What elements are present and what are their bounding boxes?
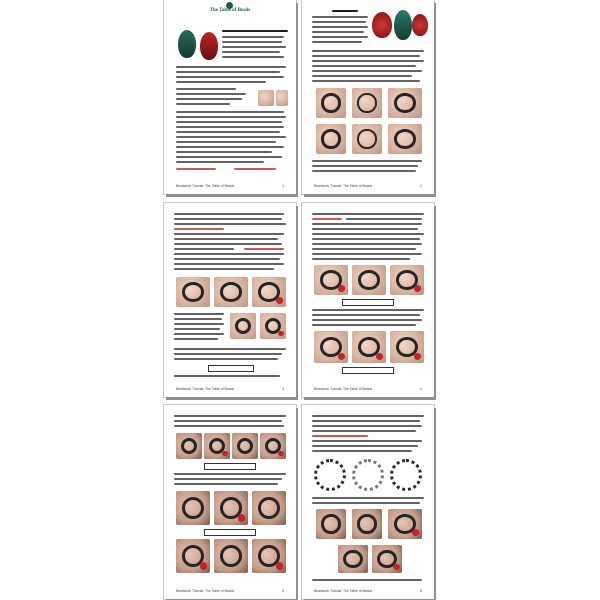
bead-image <box>276 90 288 106</box>
text-line <box>176 141 276 143</box>
page-footer: Beadwork Tutorial: The Table of Beads <box>176 387 235 391</box>
bracelet-diagram <box>352 459 384 491</box>
step-photo <box>388 124 422 154</box>
step-photo <box>314 331 348 363</box>
text-line <box>174 218 282 220</box>
text-line <box>312 319 422 321</box>
text-line <box>174 213 284 215</box>
text-line <box>174 238 278 240</box>
highlighted-text-line <box>174 228 224 230</box>
bead-ring <box>220 282 242 301</box>
text-line <box>176 66 286 68</box>
highlighted-text-line <box>234 168 276 170</box>
red-fingernail <box>276 562 283 569</box>
text-line <box>312 165 418 167</box>
text-line <box>312 233 424 235</box>
document-page-4 <box>302 203 434 397</box>
text-line <box>312 31 364 33</box>
text-line <box>312 75 412 77</box>
text-line <box>174 353 282 355</box>
step-photo <box>176 277 210 307</box>
step-photo <box>176 539 210 573</box>
text-line <box>174 338 218 340</box>
text-line <box>176 93 246 95</box>
step-photo <box>316 124 346 154</box>
step-photo <box>314 265 348 295</box>
text-line <box>312 502 420 504</box>
text-line <box>312 497 424 499</box>
text-line <box>312 36 368 38</box>
text-line <box>174 243 282 245</box>
text-line <box>176 71 280 73</box>
text-line <box>174 420 282 422</box>
step-photo <box>260 313 286 339</box>
text-line <box>312 430 416 432</box>
bracelet-diagram <box>390 459 422 491</box>
text-line <box>222 41 282 43</box>
red-earring-image <box>412 14 428 36</box>
text-line <box>312 213 424 215</box>
text-line <box>174 258 280 260</box>
green-earring-image <box>394 10 412 40</box>
red-fingernail <box>222 451 228 457</box>
step-photo <box>230 313 256 339</box>
page-number: 4 <box>420 387 422 391</box>
bead-ring <box>181 438 198 455</box>
text-line <box>312 228 418 230</box>
text-line <box>174 233 284 235</box>
bead-ring <box>321 93 340 112</box>
text-line <box>222 46 286 48</box>
document-page-6 <box>302 405 434 599</box>
bead-ring <box>321 129 340 148</box>
page-footer: Beadwork Tutorial: The Table of Beads <box>176 589 235 593</box>
text-line <box>312 170 416 172</box>
red-fingernail <box>414 285 421 292</box>
bead-ring <box>182 282 204 301</box>
text-line <box>312 253 422 255</box>
step-photo <box>388 509 422 539</box>
text-line <box>176 76 284 78</box>
page-number: 2 <box>420 184 422 188</box>
text-line <box>312 65 416 67</box>
red-fingernail <box>393 564 400 570</box>
text-line <box>312 309 424 311</box>
text-line <box>312 55 420 57</box>
text-line <box>176 156 282 158</box>
red-fingernail <box>278 451 284 457</box>
text-line <box>176 81 266 83</box>
bead-ring <box>258 497 280 519</box>
red-fingernail <box>338 285 345 292</box>
text-line <box>312 314 420 316</box>
step-photo <box>252 539 286 573</box>
text-line <box>312 440 422 442</box>
figure-caption-box <box>204 463 256 470</box>
bead-ring <box>394 93 416 112</box>
text-line <box>312 450 412 452</box>
text-line <box>222 36 284 38</box>
text-line <box>312 223 422 225</box>
step-photo <box>390 265 424 295</box>
text-line <box>174 358 278 360</box>
text-line <box>222 30 288 32</box>
figure-caption-box <box>342 367 394 374</box>
step-photo <box>204 433 230 459</box>
text-line <box>312 415 424 417</box>
text-line <box>176 146 284 148</box>
text-line <box>176 98 242 100</box>
text-line <box>176 88 236 90</box>
text-line <box>176 121 282 123</box>
step-photo <box>214 539 248 573</box>
text-line <box>176 131 280 133</box>
text-line <box>312 579 422 581</box>
text-line <box>176 103 230 105</box>
bracelet-diagram <box>314 459 346 491</box>
text-line <box>312 425 422 427</box>
text-line <box>312 248 416 250</box>
document-page-3 <box>164 203 296 397</box>
highlighted-text-line <box>176 168 216 170</box>
step-photo <box>388 88 422 118</box>
green-earring-image <box>178 30 196 58</box>
bead-ring <box>358 270 380 289</box>
text-line <box>312 445 418 447</box>
step-photo <box>214 491 248 525</box>
text-line <box>176 111 284 113</box>
text-line <box>312 21 366 23</box>
text-line <box>222 51 280 53</box>
text-line <box>174 323 224 325</box>
text-line <box>312 238 420 240</box>
text-line <box>174 425 284 427</box>
step-photo <box>352 265 386 295</box>
text-line <box>174 263 284 265</box>
page-footer: Beadwork Tutorial: The Table of Beads <box>314 387 373 391</box>
text-line <box>312 324 416 326</box>
document-page-5 <box>164 405 296 599</box>
text-line <box>174 248 234 250</box>
highlighted-text-line <box>312 435 368 437</box>
text-line <box>312 16 368 18</box>
red-fingernail <box>412 529 419 536</box>
text-line <box>312 243 422 245</box>
step-photo <box>316 509 346 539</box>
text-line <box>346 218 422 220</box>
text-line <box>176 161 264 163</box>
step-photo <box>252 277 286 307</box>
text-line <box>312 258 410 260</box>
step-photo <box>252 491 286 525</box>
step-photo <box>352 331 386 363</box>
red-fingernail <box>200 562 207 569</box>
text-line <box>176 151 272 153</box>
page-footer: Beadwork Tutorial: The Table of Beads <box>314 184 373 188</box>
highlighted-text-line <box>312 218 342 220</box>
bead-ring <box>357 129 376 148</box>
text-line <box>176 116 286 118</box>
text-line <box>176 136 286 138</box>
step-photo <box>214 277 248 307</box>
step-photo <box>352 124 382 154</box>
highlighted-text-line <box>244 248 284 250</box>
red-fingernail <box>376 353 383 360</box>
step-photo <box>372 545 402 573</box>
step-photo <box>232 433 258 459</box>
step-photo <box>260 433 286 459</box>
text-line <box>312 160 422 162</box>
text-line <box>222 56 284 58</box>
bead-ring <box>357 514 376 533</box>
red-fingernail <box>278 331 284 337</box>
text-line <box>312 50 424 52</box>
bead-ring <box>357 93 376 112</box>
page-number: 1 <box>282 184 284 188</box>
text-line <box>174 415 286 417</box>
step-photo <box>352 88 382 118</box>
bead-ring <box>235 318 252 335</box>
bead-image <box>258 90 274 106</box>
text-line <box>312 80 420 82</box>
step-photo <box>176 491 210 525</box>
bead-ring <box>321 514 340 533</box>
text-line <box>176 126 284 128</box>
bead-ring <box>182 497 204 519</box>
figure-caption-box <box>208 365 254 372</box>
document-page-1 <box>164 0 296 194</box>
step-photo <box>390 331 424 363</box>
text-line <box>174 253 284 255</box>
text-line <box>174 328 220 330</box>
text-line <box>312 420 420 422</box>
figure-caption-box <box>342 299 394 306</box>
bead-ring <box>220 545 242 567</box>
text-line <box>174 348 286 350</box>
step-photo <box>176 433 202 459</box>
figure-caption-box <box>204 529 256 536</box>
bead-ring <box>394 129 416 148</box>
text-line <box>312 70 422 72</box>
step-photo <box>316 88 346 118</box>
text-line <box>174 313 224 315</box>
text-line <box>174 318 222 320</box>
red-fingernail <box>276 297 283 304</box>
text-line <box>174 473 286 475</box>
step-photo <box>338 545 368 573</box>
text-line <box>312 60 424 62</box>
text-line <box>312 26 368 28</box>
red-fingernail <box>338 353 345 360</box>
document-page-2 <box>302 0 434 194</box>
page-footer: Beadwork Tutorial: The Table of Beads <box>314 589 373 593</box>
red-fingernail <box>238 514 245 521</box>
text-line <box>312 41 362 43</box>
red-earring-image <box>372 12 392 38</box>
text-line <box>174 333 224 335</box>
text-line <box>174 375 280 377</box>
red-fingernail <box>414 353 421 360</box>
text-line <box>332 10 358 12</box>
text-line <box>174 268 274 270</box>
page-number: 5 <box>282 589 284 593</box>
text-line <box>174 478 282 480</box>
page-number: 3 <box>282 387 284 391</box>
bead-ring <box>237 438 254 455</box>
text-line <box>174 483 278 485</box>
page-number: 6 <box>420 589 422 593</box>
page-footer: Beadwork Tutorial: The Table of Beads <box>176 184 235 188</box>
red-earring-image <box>200 32 218 60</box>
text-line <box>174 223 286 225</box>
bead-ring <box>343 550 362 568</box>
step-photo <box>352 509 382 539</box>
brand-title: The Table of Beads <box>209 8 251 13</box>
